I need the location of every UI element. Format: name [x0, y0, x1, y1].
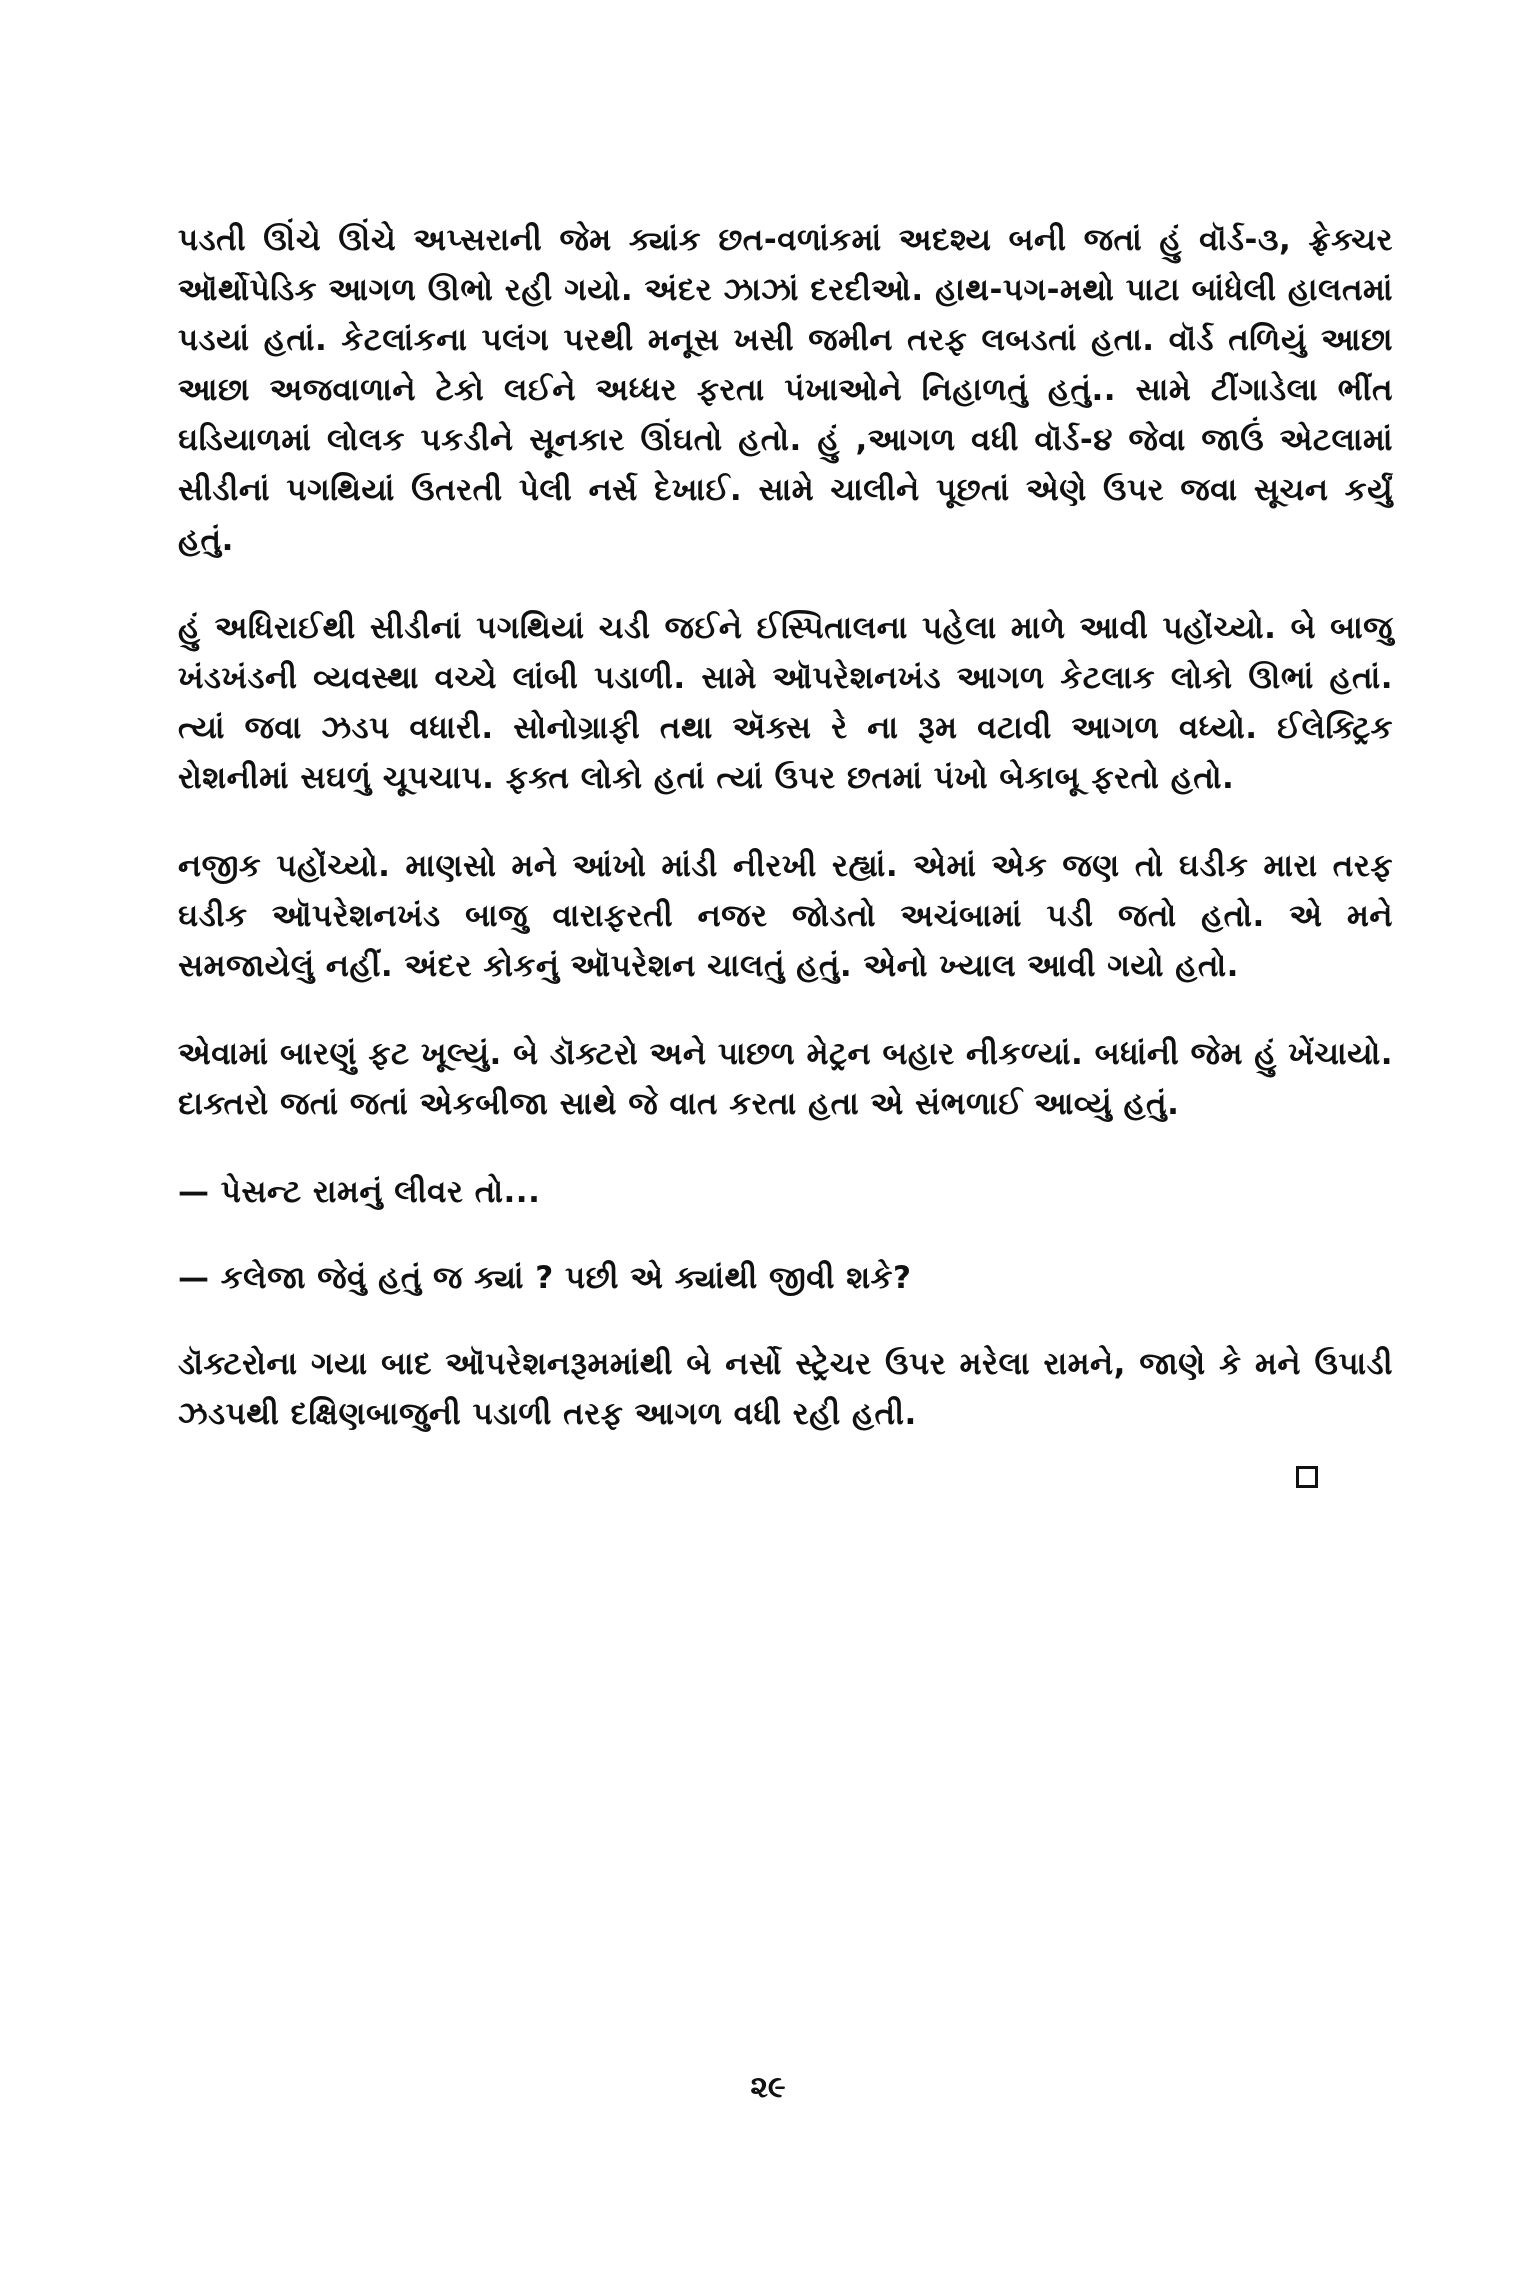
paragraph-1: પડતી ઊંચે ઊંચે અપ્સરાની જેમ ક્યાંક છત-વળાંકમાં અદશ્ય બની જતાં હું વૉર્ડ-૩, ફ્રેક્ચર ઑર્થોપેડિક આગળ ઊભો રહી ગયો. અંદર ઝાઝાં દરદીઓ. હાથ-પગ-મથો પાટા બાંધેલી હાલતમાં પડયાં હતાં. કેટલાંકના પલંગ પરથી મનૂસ ખસી જમીન તરફ લબડતાં હતા. વૉર્ડ તળિયું આછા આછા અજવાળાને ટેકો લઈને અધ્ધર ફરતા પંખાઓને નિહાળતું હતું.. સામે ટીંગાડેલા ભીંત ઘડિયાળમાં લોલક પકડીને સૂનકાર ઊંઘતો હતો. હું ,આગળ વધી વૉર્ડ-૪ જેવા જાઉં એટલામાં સીડીનાં પગથિયાં ઉતરતી પેલી નર્સ દેખાઈ. સામે ચાલીને પૂછતાં એણે ઉપર જવા સૂચન કર્યું હતું.: [178, 222, 1393, 558]
dialogue-line-1: — પેસન્ટ રામનું લીવર તો...: [178, 1174, 541, 1210]
paragraph-2: હું અધિરાઈથી સીડીનાં પગથિયાં ચડી જઈને ઈસ્પિતાલના પહેલા માળે આવી પહોંચ્યો. બે બાજુ ખંડખંડની વ્યવસ્થા વચ્ચે લાંબી પડાળી. સામે ઑપરેશનખંડ આગળ કેટલાક લોકો ઊભાં હતાં. ત્યાં જવા ઝડપ વધારી. સોનોગ્રાફી તથા ઍક્સ રે ના રૂમ વટાવી આગળ વધ્યો. ઈલેક્ટ્રિક રોશનીમાં સઘળું ચૂપચાપ. ફક્ત લોકો હતાં ત્યાં ઉપર છતમાં પંખો બેકાબૂ ફરતો હતો.: [178, 610, 1393, 796]
paragraph-5: ડૉક્ટરોના ગયા બાદ ઑપરેશનરૂમમાંથી બે નર્સો સ્ટ્રેચર ઉપર મરેલા રામને, જાણે કે મને ઉપાડી ઝડપથી દક્ષિણબાજુની પડાળી તરફ આગળ વધી રહી હતી.: [178, 1346, 1393, 1432]
end-of-chapter-mark: [1296, 1466, 1318, 1488]
paragraph-3: નજીક પહોંચ્યો. માણસો મને આંખો માંડી નીરખી રહ્યાં. એમાં એક જણ તો ઘડીક મારા તરફ ઘડીક ઑપરેશનખંડ બાજુ વારાફરતી નજર જોડતો અચંબામાં પડી જતો હતો. એ મને સમજાયેલું નહીં. અંદર કોકનું ઑપરેશન ચાલતું હતું. એનો ખ્યાલ આવી ગયો હતો.: [178, 848, 1393, 984]
dialogue-line-2: — કલેજા જેવું હતું જ ક્યાં ? પછી એ ક્યાંથી જીવી શકે?: [178, 1260, 912, 1296]
paragraph-4: એવામાં બારણું ફટ ખૂલ્યું. બે ડૉક્ટરો અને પાછળ મેટ્રન બહાર નીકળ્યાં. બધાંની જેમ હું ખેંચાયો. દાક્તરો જતાં જતાં એકબીજા સાથે જે વાત કરતા હતા એ સંભળાઈ આવ્યું હતું.: [178, 1036, 1393, 1122]
body-text: [178, 215, 1393, 1477]
page-number: ૨૯: [750, 2070, 786, 2105]
